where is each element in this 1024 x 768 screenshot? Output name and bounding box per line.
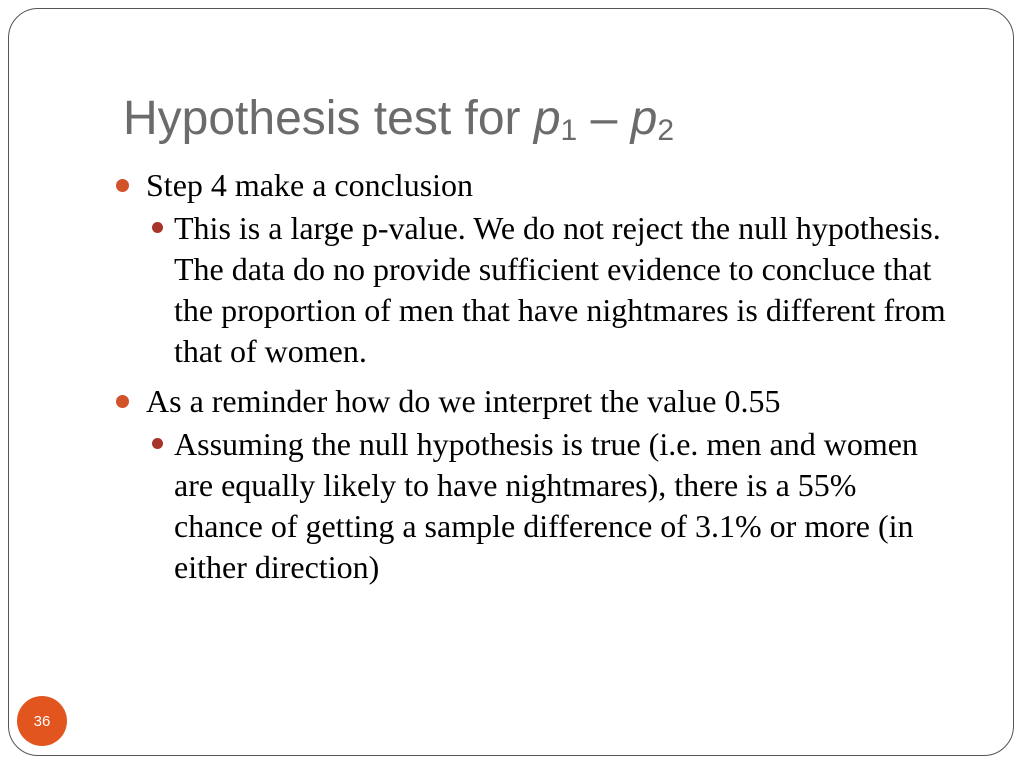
bullet-step-4 xyxy=(116,166,946,204)
sub-bullet-text: Assuming the null hypothesis is true (i.e. men and women are equally likely to have nightmares), there is a 55% chance of getting a sample difference of 3.1% or more (in either direction) xyxy=(174,426,918,585)
title-var-p2: p xyxy=(630,92,658,145)
title-prefix: Hypothesis test for xyxy=(123,92,534,145)
bullet-reminder xyxy=(116,382,946,420)
sub-bullet-text: This is a large p-value. We do not reject the null hypothesis. The data do no provide sufficient evidence to concluce that the proportion of men that have nightmares is different from that of women. xyxy=(174,210,946,369)
title-sub-1: 1 xyxy=(560,114,578,147)
slide-content xyxy=(116,166,946,598)
page-number-badge xyxy=(17,696,67,746)
bullet-dot-icon xyxy=(116,395,129,408)
sub-bullet-dot-icon xyxy=(152,222,163,233)
slide-title xyxy=(123,92,674,147)
bullet-dot-icon xyxy=(116,179,129,192)
title-dash: – xyxy=(577,92,631,145)
title-var-p1: p xyxy=(533,92,561,145)
bullet-text: As a reminder how do we interpret the value 0.55 xyxy=(146,383,781,419)
sub-bullet-interpretation xyxy=(152,424,946,588)
title-sub-2: 2 xyxy=(657,114,674,147)
bullet-text: Step 4 make a conclusion xyxy=(146,167,474,203)
sub-bullet-conclusion xyxy=(152,208,946,372)
sub-bullet-dot-icon xyxy=(152,438,163,449)
page-number: 36 xyxy=(33,712,51,730)
